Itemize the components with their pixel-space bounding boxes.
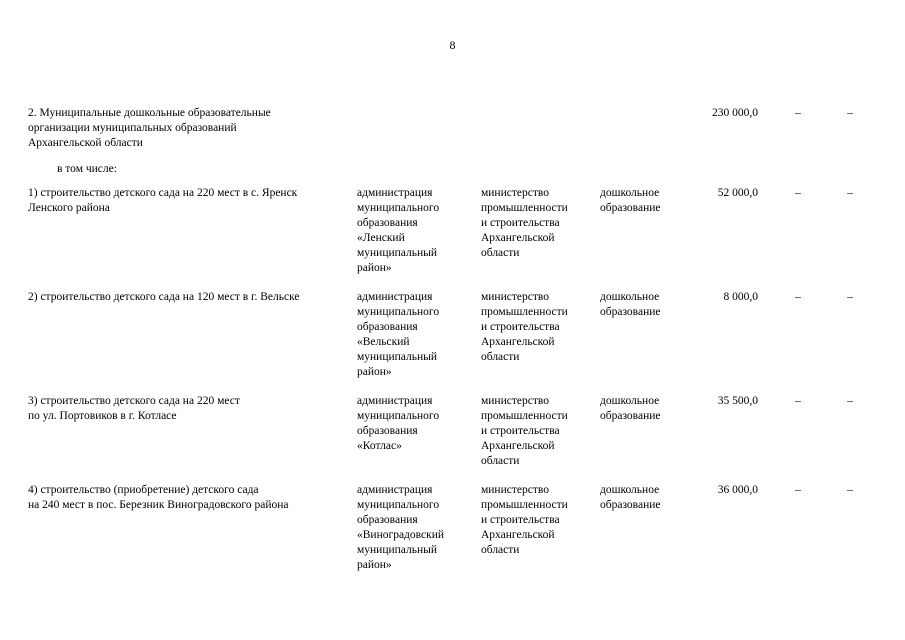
section-title: 2. Муниципальные дошкольные образовательные организации муниципальных образований Архангельской области [28,107,271,149]
section-amount: 230 000,0 [712,107,758,119]
project-name: 2) строительство детского сада на 120 мест в г. Вельске [28,291,300,303]
administrator: администрация муниципального образования «Вельский муниципальный район» [357,291,440,378]
page-number: 8 [449,38,456,52]
dash-2: – [847,484,853,496]
project-name: 3) строительство детского сада на 220 мест по ул. Портовиков в г. Котласе [28,395,240,422]
sector: дошкольное образование [600,187,661,214]
amount: 36 000,0 [717,484,758,496]
sector: дошкольное образование [600,291,661,318]
ministry: министерство промышленности и строительства Архангельской области [481,187,568,259]
ministry: министерство промышленности и строительства Архангельской области [481,395,568,467]
ministry: министерство промышленности и строительства Архангельской области [481,291,568,363]
including-label: в том числе: [57,163,117,175]
section-dash-2: – [847,107,853,119]
project-name: 4) строительство (приобретение) детского сада на 240 мест в пос. Березник Виноградовского района [28,484,289,511]
sector: дошкольное образование [600,484,661,511]
dash-1: – [795,291,801,303]
administrator: администрация муниципального образования «Ленский муниципальный район» [357,187,440,274]
amount: 35 500,0 [717,395,758,407]
amount: 52 000,0 [717,187,758,199]
amount: 8 000,0 [723,291,758,303]
dash-1: – [795,484,801,496]
administrator: администрация муниципального образования «Виноградовский муниципальный район» [357,484,445,571]
administrator: администрация муниципального образования «Котлас» [357,395,440,452]
dash-2: – [847,395,853,407]
dash-1: – [795,187,801,199]
dash-1: – [795,395,801,407]
dash-2: – [847,187,853,199]
dash-2: – [847,291,853,303]
sector: дошкольное образование [600,395,661,422]
ministry: министерство промышленности и строительства Архангельской области [481,484,568,556]
project-name: 1) строительство детского сада на 220 мест в с. Яренск Ленского района [28,187,298,214]
section-dash-1: – [795,107,801,119]
